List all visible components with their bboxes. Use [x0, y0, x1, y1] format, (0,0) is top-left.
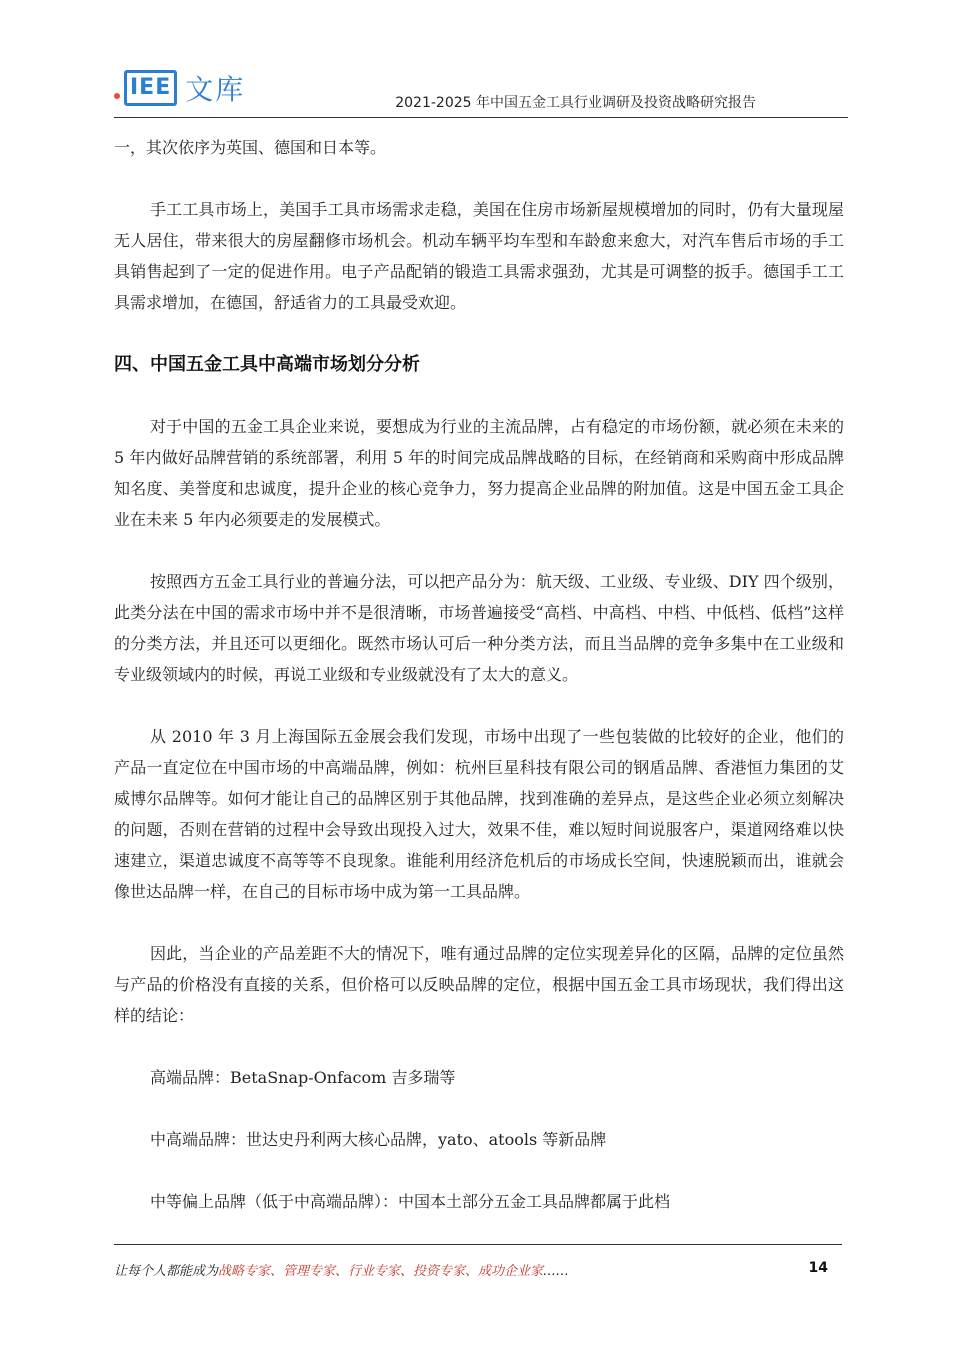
- footer-slogan: [114, 1260, 569, 1279]
- report-title: 2021-2025 年中国五金工具行业调研及投资战略研究报告: [395, 95, 756, 111]
- logo-mark: IEE: [124, 70, 177, 106]
- list-item-mid-high-end: 中高端品牌：世达史丹利两大核心品牌，yato、atools 等新品牌: [150, 1130, 607, 1149]
- footer-divider: [114, 1244, 842, 1245]
- logo-dot: [114, 93, 120, 99]
- section-heading: 四、中国五金工具中高端市场划分分析: [114, 354, 420, 375]
- page-number: 14: [808, 1260, 828, 1276]
- paragraph-shanghai-expo: 从 2010 年 3 月上海国际五金展会我们发现，市场中出现了一些包装做的比较好的企业，他们的产品一直定位在中国市场的中高端品牌，例如：杭州巨星科技有限公司的钢盾品牌、香港恒力集团的艾威博尔品牌等。如何才能让自己的品牌区别于其他品牌，找到准确的差异点，是这些企业必须立刻解决的问题，否则在营销的过程中会导致出现投入过大，效果不佳，难以短时间说服客户，渠道网络难以快速建立，渠道忠诚度不高等等不良现象。谁能利用经济危机后的市场成长空间，快速脱颖而出，谁就会像世达品牌一样，在自己的目标市场中成为第一工具品牌。: [114, 727, 844, 901]
- paragraph-brand-strategy: 对于中国的五金工具企业来说，要想成为行业的主流品牌，占有稳定的市场份额，就必须在未来的 5 年内做好品牌营销的系统部署，利用 5 年的时间完成品牌战略的目标，在经销商和采购商中形成品牌知名度、美誉度和忠诚度，提升企业的核心竞争力，努力提高企业品牌的附加值。这是中国五金工具企业在未来 5 年内必须要走的发展模式。: [114, 417, 844, 529]
- logo: [114, 70, 245, 106]
- header-divider: [114, 117, 848, 118]
- footer-highlight: 战略专家、管理专家、行业专家、投资专家、成功企业家: [218, 1264, 544, 1279]
- list-item-mid-upper: 中等偏上品牌（低于中高端品牌）：中国本土部分五金工具品牌都属于此档: [150, 1192, 671, 1211]
- paragraph-continuation: 一，其次依序为英国、德国和日本等。: [114, 138, 387, 157]
- footer-prefix: 让每个人都能成为: [114, 1264, 219, 1279]
- footer-suffix: ……: [543, 1264, 570, 1279]
- page-content: [114, 132, 844, 1217]
- paragraph-classification: 按照西方五金工具行业的普遍分法，可以把产品分为：航天级、工业级、专业级、DIY 四个级别，此类分法在中国的需求市场中并不是很清晰，市场普遍接受“高档、中高档、中档、中低档、低档”这样的分类方法，并且还可以更细化。既然市场认可后一种分类方法，而且当品牌的竞争多集中在工业级和专业级领域内的时候，再说工业级和专业级就没有了太大的意义。: [114, 572, 844, 684]
- logo-text: 文库: [185, 73, 246, 106]
- paragraph-conclusion-intro: 因此，当企业的产品差距不大的情况下，唯有通过品牌的定位实现差异化的区隔，品牌的定位虽然与产品的价格没有直接的关系，但价格可以反映品牌的定位，根据中国五金工具市场现状，我们得出这样的结论：: [114, 944, 844, 1025]
- paragraph-hand-tools: 手工工具市场上，美国手工具市场需求走稳，美国在住房市场新屋规模增加的同时，仍有大量现屋无人居住，带来很大的房屋翻修市场机会。机动车辆平均车型和车龄愈来愈大，对汽车售后市场的手工具销售起到了一定的促进作用。电子产品配销的锻造工具需求强劲，尤其是可调整的扳手。德国手工工具需求增加，在德国，舒适省力的工具最受欢迎。: [114, 200, 844, 312]
- list-item-high-end: 高端品牌：BetaSnap-Onfacom 吉多瑞等: [150, 1068, 456, 1087]
